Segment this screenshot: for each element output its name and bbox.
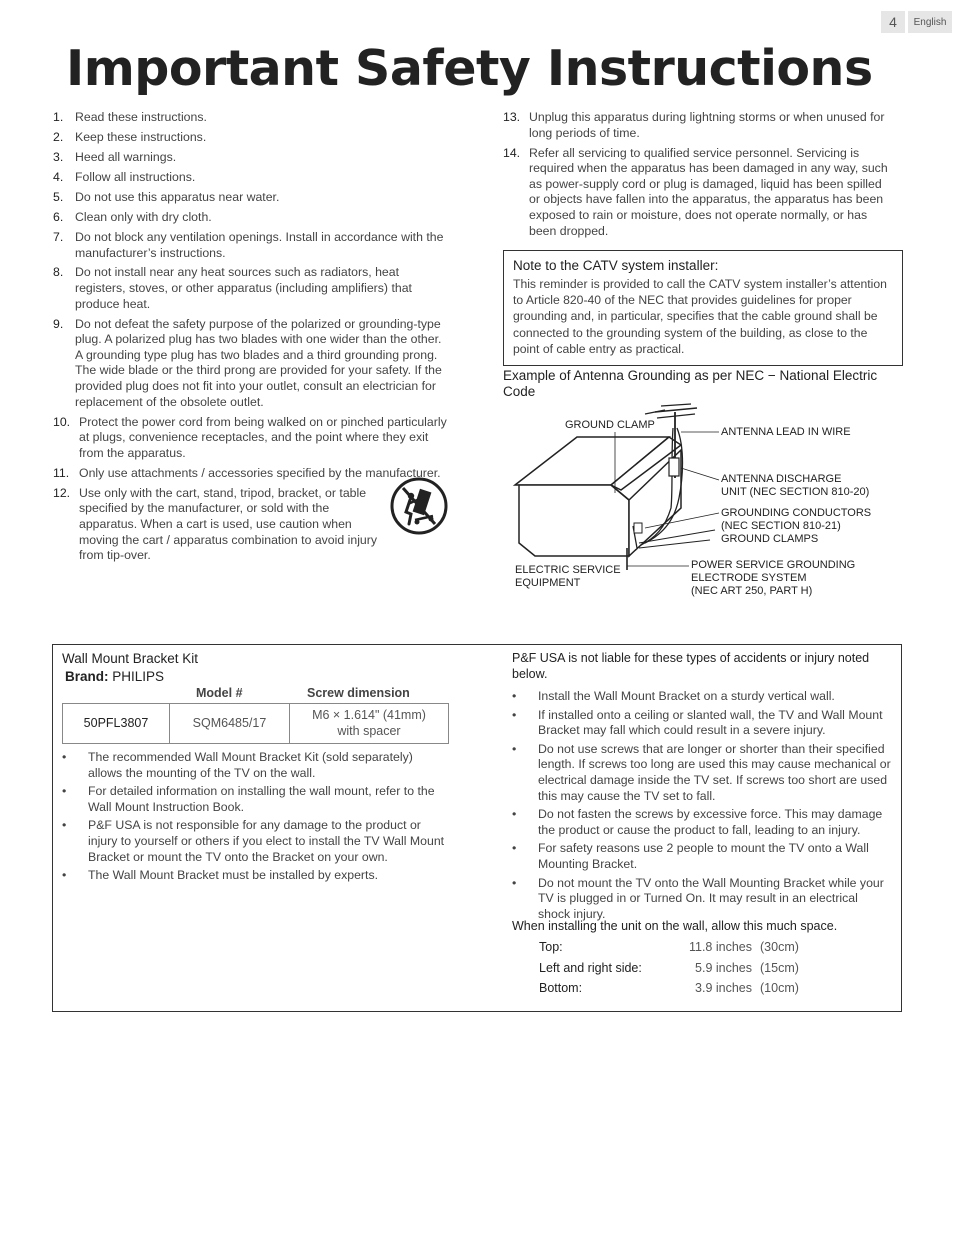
label-power-service: POWER SERVICE GROUNDING ELECTRODE SYSTEM (NEC ART 250, PART H): [691, 559, 856, 597]
instruction-item: [53, 130, 451, 146]
bracket-table: [62, 703, 449, 744]
space-label-top: Top:: [539, 940, 563, 954]
item-text: Do not install near any heat sources such as radiators, heat registers, stoves, or other apparatus (including amplifiers) that produce heat.: [75, 265, 412, 311]
antenna-grounding-diagram: [505, 398, 900, 608]
label-electric-service: ELECTRIC SERVICE EQUIPMENT: [515, 564, 621, 589]
catv-note-title: Note to the CATV system installer:: [513, 258, 719, 273]
instructions-list-right: [503, 110, 895, 244]
instruction-item: [53, 210, 451, 226]
list-item: • Do not fasten the screws by excessive force. This may damage the product or cause the product to fall, leading to an injury.: [512, 807, 892, 838]
list-item: • The recommended Wall Mount Bracket Kit (sold separately) allows the mounting of the TV on the wall.: [62, 750, 447, 781]
item-text: Read these instructions.: [75, 110, 207, 124]
item-number: 9.: [53, 316, 64, 331]
list-item: • For safety reasons use 2 people to mount the TV onto a Wall Mounting Bracket.: [512, 841, 892, 872]
item-number: 8.: [53, 265, 64, 280]
instruction-item: [53, 317, 451, 411]
catv-note-box: [503, 250, 903, 366]
item-number: 7.: [53, 229, 64, 244]
instruction-item: [53, 150, 451, 166]
instruction-item: [503, 146, 895, 240]
instruction-item: [53, 170, 451, 186]
item-text: Refer all servicing to qualified service personnel. Servicing is required when the apparatus has been damaged in any way, such as power-supply cord or plug is damaged, liquid has been spilled or objects have fallen into the apparatus, the apparatus has been exposed to rain or moisture, does not operate normally, or has been dropped.: [529, 145, 888, 238]
instruction-item: [53, 190, 451, 206]
item-text: Clean only with dry cloth.: [75, 209, 212, 224]
instruction-item: [53, 415, 451, 462]
label-lead-in-wire: ANTENNA LEAD IN WIRE: [721, 426, 851, 438]
brand-label: Brand:: [65, 669, 109, 684]
space-label-sides: Left and right side:: [539, 961, 642, 975]
item-text: Do not block any ventilation openings. Install in accordance with the manufacturer’s instructions.: [75, 229, 444, 260]
item-number: 6.: [53, 209, 64, 224]
item-text: Only use attachments / accessories specified by the manufacturer.: [79, 465, 441, 480]
liability-intro: P&F USA is not liable for these types of accidents or injury noted below.: [512, 651, 870, 681]
instruction-item: [503, 110, 895, 141]
list-item: • The Wall Mount Bracket must be installed by experts.: [62, 868, 447, 884]
space-intro: When installing the unit on the wall, allow this much space.: [512, 919, 838, 933]
language-label: English: [908, 11, 952, 33]
space-cm-bottom: (10cm): [760, 981, 799, 995]
item-text: Heed all warnings.: [75, 149, 177, 164]
list-item: • For detailed information on installing the wall mount, refer to the Wall Mount Instruction Book.: [62, 784, 447, 815]
table-cell-screw: M6 × 1.614" (41mm) with spacer: [312, 708, 426, 738]
item-number: 5.: [53, 189, 64, 204]
page-title: Important Safety Instructions: [66, 40, 873, 97]
list-item: • Do not mount the TV onto the Wall Mounting Bracket while your TV is plugged in or Turned On. It may result in an electrical shock injury.: [512, 876, 892, 923]
item-text: Keep these instructions.: [75, 129, 207, 144]
table-cell-model: SQM6485/17: [170, 704, 290, 743]
list-item: • Install the Wall Mount Bracket on a sturdy vertical wall.: [512, 689, 892, 705]
item-number: 1.: [53, 110, 64, 124]
item-text: Unplug this apparatus during lightning storms or when unused for long periods of time.: [529, 110, 885, 140]
liability-bullets: [512, 689, 892, 925]
item-number: 12.: [53, 485, 71, 500]
item-number: 13.: [503, 110, 521, 124]
item-text: Do not defeat the safety purpose of the polarized or grounding-type plug. A polarized plug has two blades with one wider than the other. A grounding type plug has two blades and a third grounding prong. The wide blade or the third prong are provided for your safety. If the provided plug does not fit into your outlet, consult an electrician for replacement of the obsolete outlet.: [75, 316, 442, 409]
item-number: 10.: [53, 414, 71, 429]
label-grounding-conductors: GROUNDING CONDUCTORS (NEC SECTION 810-21): [721, 507, 872, 532]
brand-value: PHILIPS: [112, 669, 165, 684]
item-text: Use only with the cart, stand, tripod, bracket, or table specified by the manufacturer, or sold with the apparatus. When a cart is used, use caution when moving the cart / apparatus combination to avoid injury from tip-over.: [79, 485, 378, 563]
instruction-item: [53, 265, 451, 312]
antenna-grounding-title: Example of Antenna Grounding as per NEC − National Electric Code: [503, 368, 878, 399]
item-number: 14.: [503, 145, 521, 160]
brand-line: [65, 669, 164, 684]
list-item: • P&F USA is not responsible for any damage to the product or injury to yourself or others if you elect to install the TV Wall Mount Bracket or mount the TV onto the Bracket on your own.: [62, 818, 447, 865]
item-number: 11.: [53, 465, 70, 480]
instruction-item: [53, 110, 451, 126]
table-header-screw: Screw dimension: [307, 686, 410, 700]
list-item: • Do not use screws that are longer or shorter than their specified length. If screws too long are used this may cause mechanical or electrical damage inside the TV set. If screws too short are used this may cause the TV set to fall.: [512, 742, 892, 804]
space-cm-sides: (15cm): [760, 961, 799, 975]
page-number: 4: [881, 11, 905, 33]
space-inches-bottom: 3.9 inches: [695, 981, 752, 995]
wall-mount-title: Wall Mount Bracket Kit: [62, 651, 199, 666]
item-text: Protect the power cord from being walked on or pinched particularly at plugs, convenience receptacles, and the point where they exit from the apparatus.: [79, 414, 447, 460]
cart-tip-over-warning-icon: [389, 476, 449, 536]
list-item: • If installed onto a ceiling or slanted wall, the TV and Wall Mount Bracket may fall which could result in a severe injury.: [512, 708, 892, 739]
wall-mount-bullets: [62, 750, 447, 887]
space-inches-top: 11.8 inches: [688, 940, 752, 954]
space-label-bottom: Bottom:: [539, 981, 583, 995]
table-header-model: Model #: [196, 686, 243, 700]
item-number: 2.: [53, 129, 64, 144]
item-text: Follow all instructions.: [75, 169, 196, 184]
label-discharge-unit: ANTENNA DISCHARGE UNIT (NEC SECTION 810-20): [721, 473, 870, 498]
item-number: 4.: [53, 169, 64, 184]
space-cm-top: (30cm): [760, 940, 799, 954]
item-text: Do not use this apparatus near water.: [75, 189, 280, 204]
space-inches-sides: 5.9 inches: [695, 961, 752, 975]
item-number: 3.: [53, 149, 64, 164]
catv-note-body: This reminder is provided to call the CATV system installer’s attention to Article 820-40 of the NEC that provides guidelines for proper grounding and, in particular, specifies that the cable ground shall be connected to the grounding system of the building, as close to the point of cable entry as practical.: [513, 277, 887, 356]
label-ground-clamp: GROUND CLAMP: [565, 419, 655, 431]
label-ground-clamps: GROUND CLAMPS: [721, 533, 819, 545]
table-cell-tv-model: 50PFL3807: [63, 704, 170, 743]
instruction-item: [53, 230, 451, 261]
